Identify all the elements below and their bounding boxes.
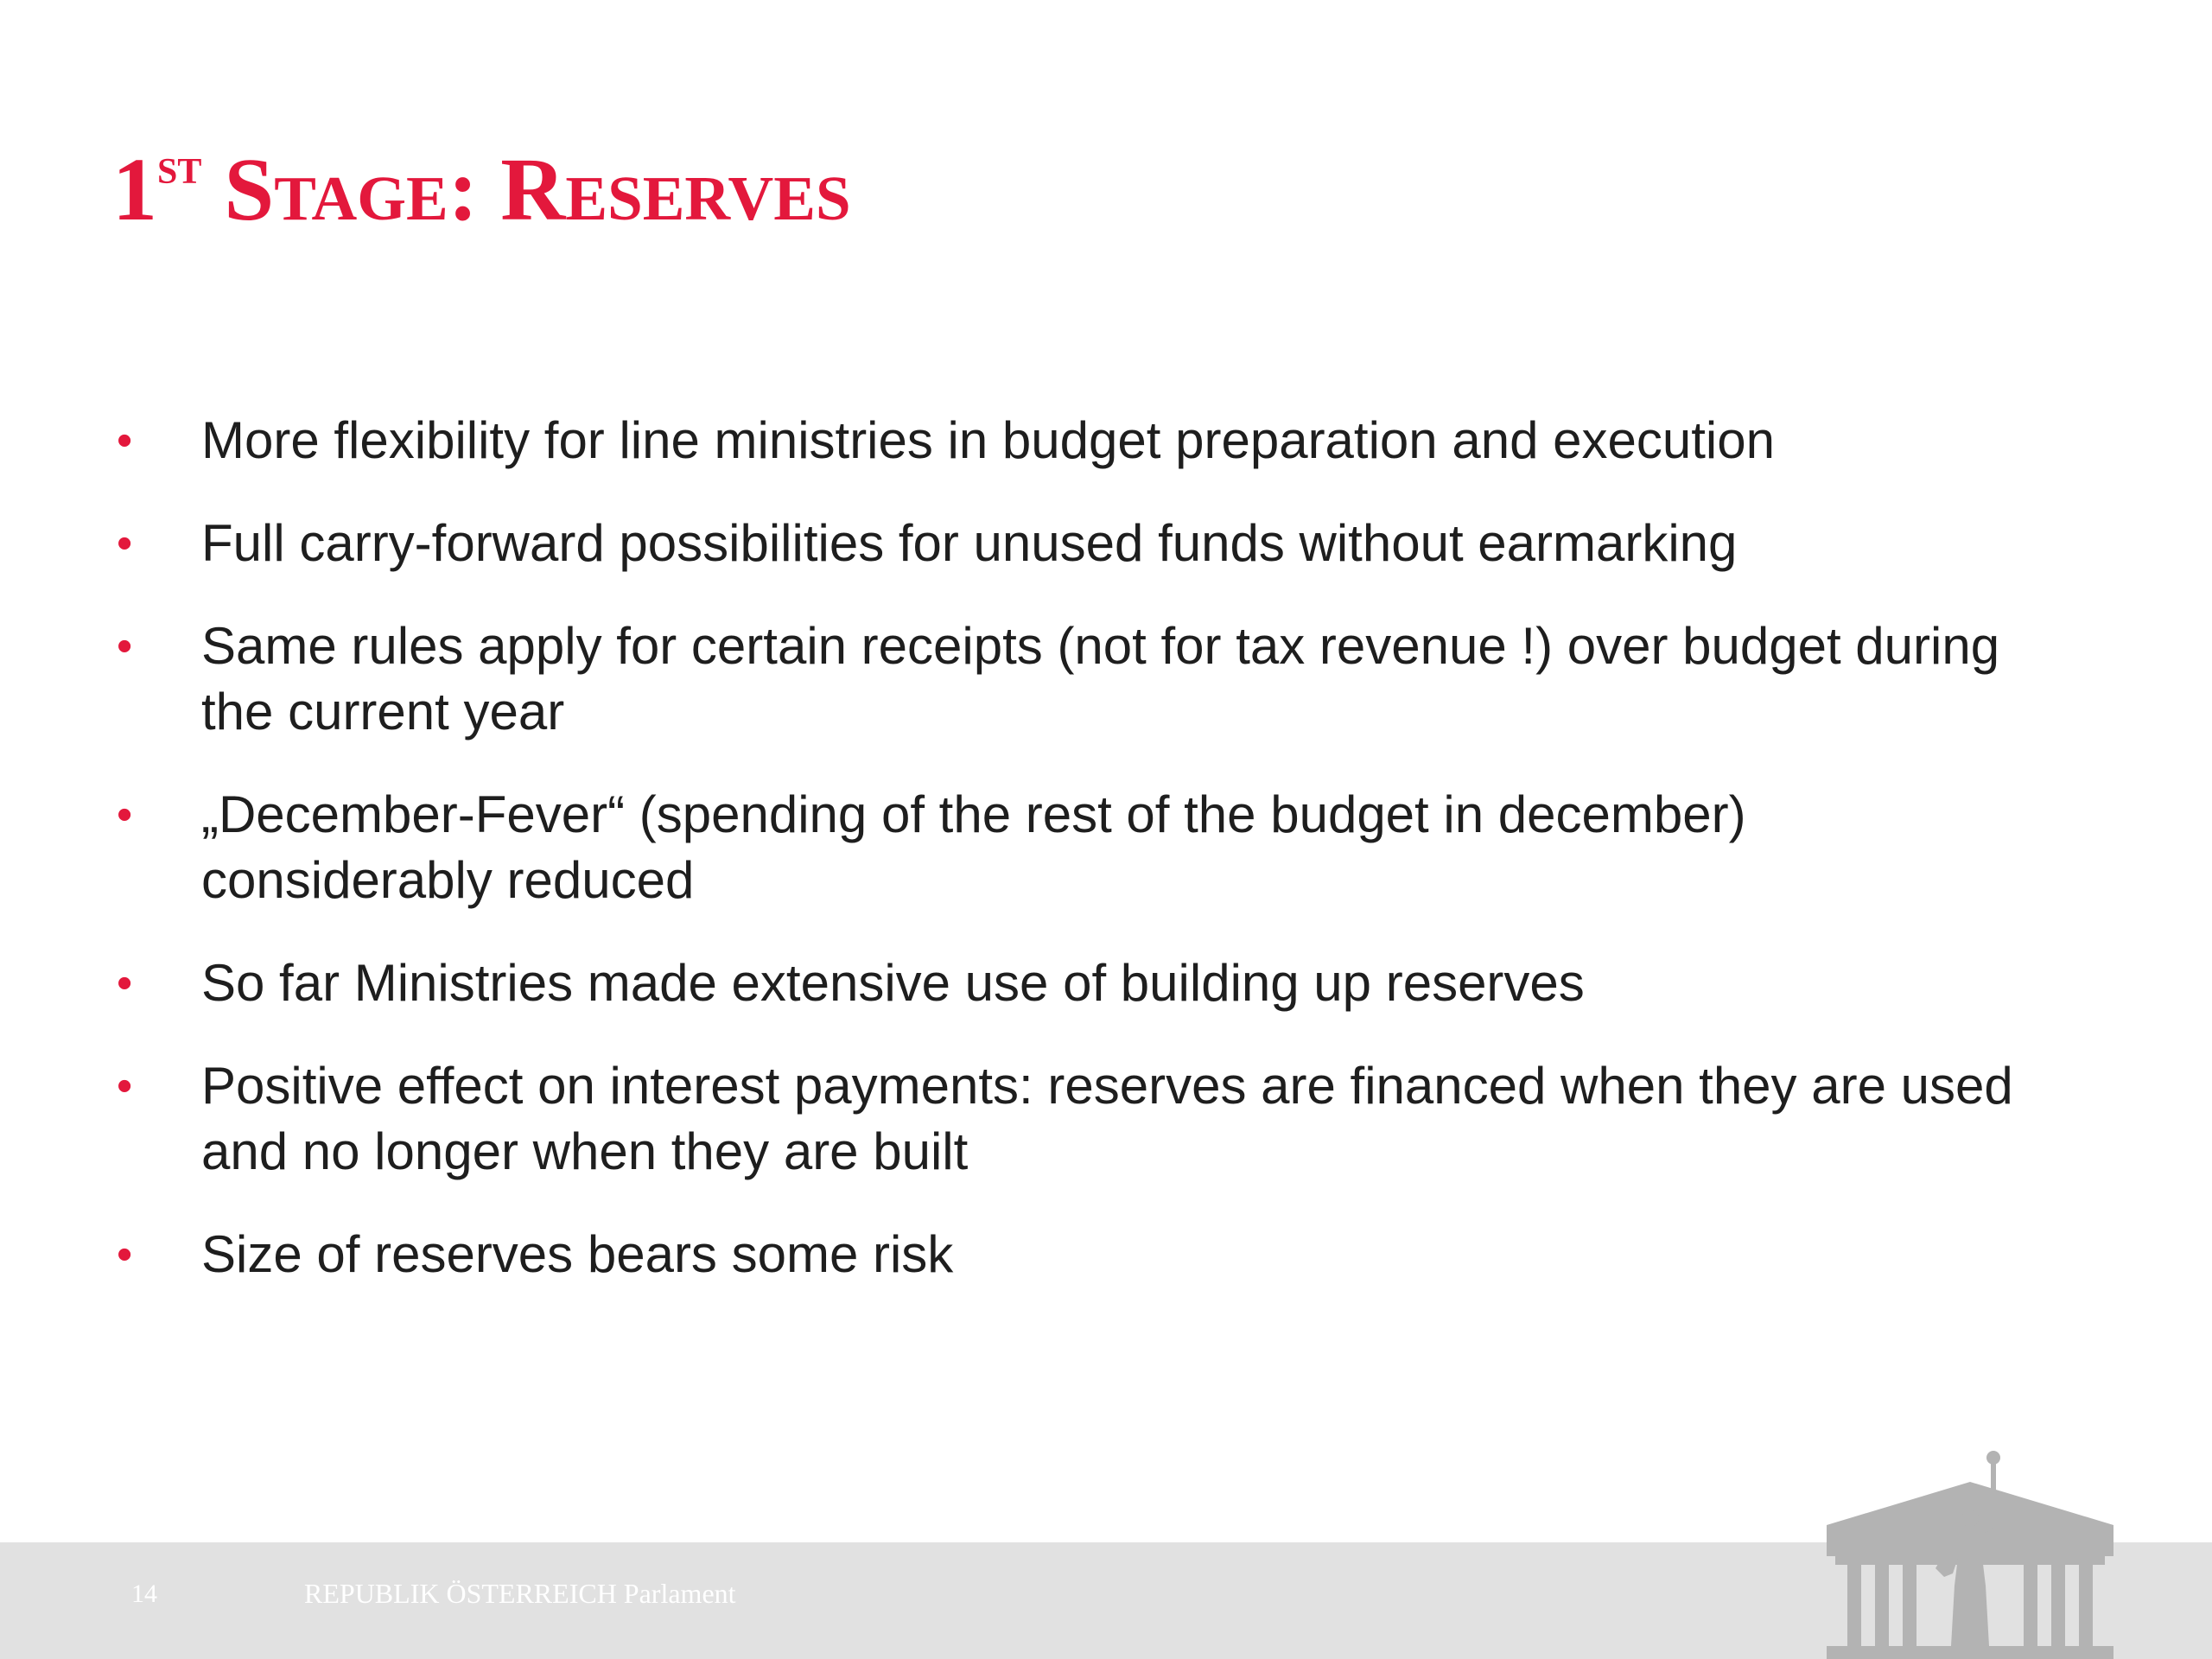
- bullet-text: Full carry-forward possibilities for unused funds without earmarking: [201, 514, 1738, 572]
- bullet-marker: •: [117, 416, 133, 466]
- bullet-text: Positive effect on interest payments: reserves are financed when they are used and no longer when they are built: [201, 1057, 2013, 1180]
- title-number: 1: [112, 140, 157, 239]
- bullet-item: [112, 1222, 2048, 1287]
- bullet-marker: •: [117, 1230, 133, 1280]
- bullet-marker: •: [117, 1061, 133, 1111]
- slide-title: [112, 137, 851, 239]
- title-text: Stage: Reserves: [201, 140, 851, 239]
- bullet-marker: •: [117, 790, 133, 840]
- bullet-text: Size of reserves bears some risk: [201, 1225, 954, 1283]
- parliament-building-icon: [1815, 1439, 2126, 1659]
- title-superscript: st: [157, 137, 202, 194]
- bullet-text: So far Ministries made extensive use of building up reserves: [201, 954, 1585, 1012]
- bullet-item: [112, 1053, 2048, 1185]
- bullet-text: Same rules apply for certain receipts (not for tax revenue !) over budget during the current year: [201, 617, 2000, 741]
- bullet-item: [112, 511, 2048, 576]
- bullet-marker: •: [117, 621, 133, 671]
- bullet-item: [112, 408, 2048, 474]
- bullet-marker: •: [117, 958, 133, 1008]
- bullet-marker: •: [117, 518, 133, 569]
- page-number: 14: [131, 1580, 157, 1608]
- bullet-item: [112, 613, 2048, 745]
- bullet-item: [112, 782, 2048, 913]
- bullet-item: [112, 950, 2048, 1016]
- footer-organization: REPUBLIK ÖSTERREICH Parlament: [304, 1578, 736, 1609]
- bullet-list: [112, 408, 2048, 1325]
- bullet-text: More flexibility for line ministries in budget preparation and execution: [201, 411, 1775, 469]
- bullet-text: „December-Fever“ (spending of the rest of the budget in december) considerably reduced: [201, 785, 1746, 909]
